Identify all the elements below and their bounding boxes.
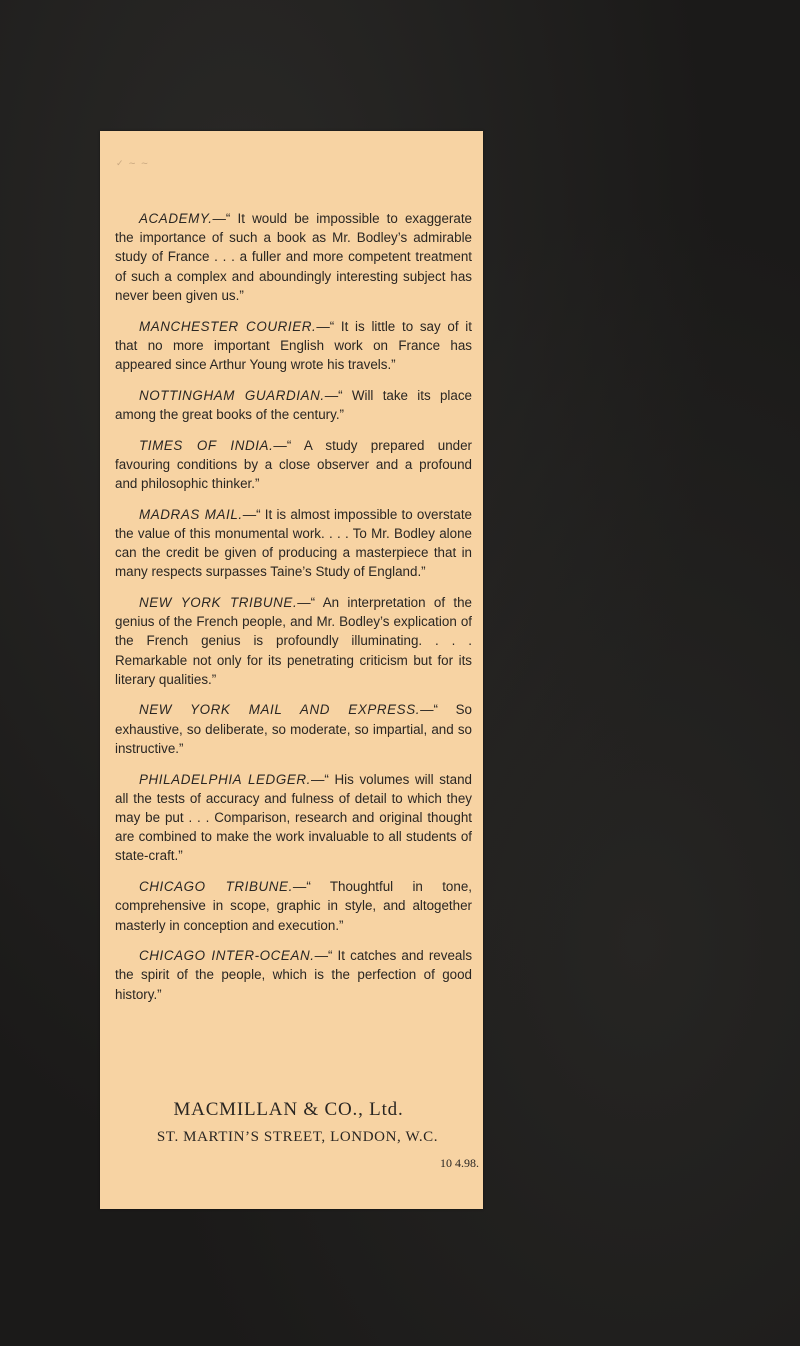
- review-source: NOTTINGHAM GUARDIAN.: [139, 387, 325, 403]
- review-new-york-mail-and-express: [115, 700, 472, 758]
- review-source: ACADEMY.: [139, 211, 213, 226]
- review-source: CHICAGO TRIBUNE.: [139, 879, 293, 895]
- review-new-york-tribune: [115, 593, 472, 689]
- advertisement-page: [100, 131, 483, 1209]
- review-source: CHICAGO INTER-OCEAN.: [139, 948, 315, 964]
- review-source: MADRAS MAIL.: [139, 506, 243, 522]
- review-chicago-inter-ocean: [115, 946, 472, 1004]
- review-quote: —“ It is almost impossible to overstate the value of this monumental work. . . . To Mr. Bodley alone can the credit be given of producing a masterpiece that in many respects surpasses Taine’s Study of England.”: [115, 506, 472, 580]
- review-quote: —“ His volumes will stand all the tests of accuracy and fulness of detail to which they may be put . . . Comparison, research and original thought are combined to make the work invaluable to all students of state-craft.”: [115, 771, 472, 864]
- review-quote: —“ Thoughtful in tone, comprehensive in scope, graphic in style, and altogether masterly in conception and execution.”: [115, 879, 472, 933]
- review-source: TIMES OF INDIA.: [139, 437, 274, 453]
- review-quote: —“ It catches and reveals the spirit of the people, which is the perfection of good history.”: [115, 948, 473, 1002]
- review-quote: —“ It would be impossible to exaggerate the importance of such a book as Mr. Bodley’s admirable study of France . . . a fuller and more competent treatment of such a complex and aboundingly interesting subject has never been given us.”: [115, 211, 472, 303]
- review-quote: —“ Will take its place among the great books of the century.”: [115, 387, 472, 422]
- review-chicago-tribune: [115, 877, 472, 935]
- review-source: NEW YORK TRIBUNE.: [139, 594, 298, 610]
- review-quote: —“ It is little to say of it that no more important English work on France has appeared since Arthur Young wrote his travels.”: [115, 318, 472, 372]
- review-quote: —“ So exhaustive, so deliberate, so moderate, so impartial, and so instructive.”: [115, 702, 472, 756]
- print-code: 10 4.98.: [440, 1156, 479, 1170]
- review-quote: —“ A study prepared under favouring conditions by a close observer and a profound and philosophic thinker.”: [115, 437, 472, 491]
- publisher-address: ST. MARTIN’S STREET, LONDON, W.C.: [156, 1129, 439, 1145]
- review-academy: [115, 209, 472, 305]
- review-madras-mail: [115, 505, 472, 582]
- press-reviews: [115, 209, 472, 1015]
- review-source: NEW YORK MAIL AND EXPRESS.: [139, 702, 421, 718]
- review-times-of-india: [115, 436, 472, 494]
- review-nottingham-guardian: [115, 386, 472, 424]
- publisher-name: MACMILLAN & CO., Ltd.: [173, 1099, 404, 1120]
- review-manchester-courier: [115, 317, 472, 375]
- review-quote: —“ An interpretation of the genius of the French people, and Mr. Bodley’s explication of the French genius is profoundly illuminating. . . . Remarkable not only for its penetrating criticism but for its literary qualities.”: [115, 594, 472, 687]
- review-source: PHILADELPHIA LEDGER.: [139, 771, 311, 787]
- review-source: MANCHESTER COURIER.: [139, 318, 317, 334]
- review-philadelphia-ledger: [115, 770, 472, 866]
- pencil-annotation: ✓ ~ ~: [116, 159, 150, 169]
- publisher-imprint: [100, 1099, 483, 1146]
